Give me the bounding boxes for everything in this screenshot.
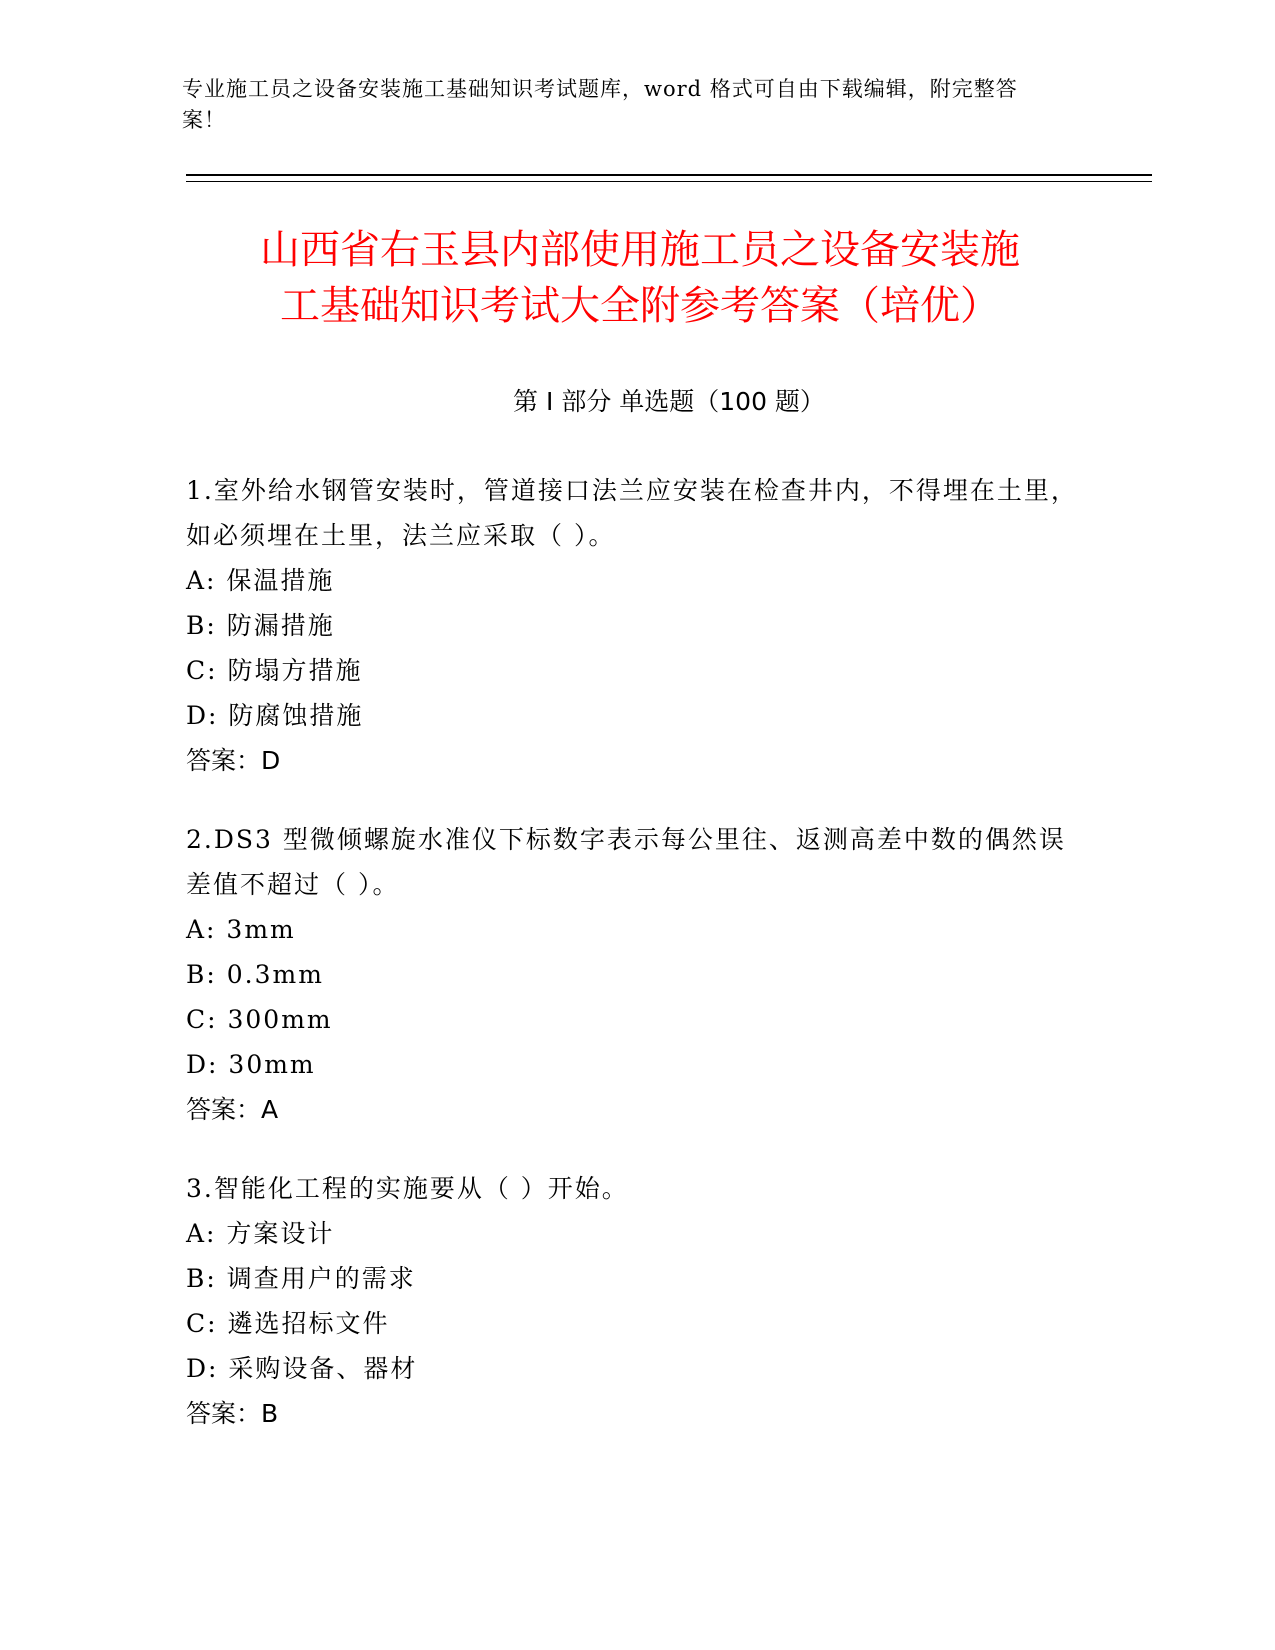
question-option-d: D: 防腐蚀措施 [186, 701, 364, 730]
question-option-b: B: 防漏措施 [186, 611, 335, 640]
question-option-a: A: 方案设计 [186, 1219, 335, 1248]
question-stem: 3.智能化工程的实施要从（ ）开始。 [186, 1174, 629, 1203]
question-2 [186, 817, 1086, 1132]
document-title-line-1: 山西省右玉县内部使用施工员之设备安装施 [260, 227, 1020, 273]
question-1 [186, 468, 1086, 783]
question-option-b: B: 调查用户的需求 [186, 1264, 416, 1293]
header-divider-thin [186, 181, 1152, 182]
question-option-c: C: 300mm [186, 1005, 333, 1034]
question-3 [186, 1166, 1086, 1436]
document-title-line-2: 工基础知识考试大全附参考答案（培优） [280, 283, 1000, 329]
header-divider-thick [186, 174, 1152, 176]
section-title: 第 I 部分 单选题（100 题） [513, 387, 825, 416]
question-option-a: A: 保温措施 [186, 566, 335, 595]
question-option-c: C: 防塌方措施 [186, 656, 363, 685]
header-note: 专业施工员之设备安装施工基础知识考试题库，word 格式可自由下载编辑，附完整答案！ [182, 77, 1018, 132]
question-option-b: B: 0.3mm [186, 960, 324, 989]
question-option-c: C: 遴选招标文件 [186, 1309, 390, 1338]
question-answer: 答案：B [186, 1399, 279, 1428]
question-list [186, 468, 1086, 1470]
question-option-a: A: 3mm [186, 915, 296, 944]
question-answer: 答案：A [186, 1095, 279, 1124]
question-option-d: D: 30mm [186, 1050, 316, 1079]
question-stem: 2.DS3 型微倾螺旋水准仪下标数字表示每公里往、返测高差中数的偶然误差值不超过（ ）。 [186, 825, 1066, 899]
question-option-d: D: 采购设备、器材 [186, 1354, 418, 1383]
document-title [190, 222, 1090, 334]
question-stem: 1.室外给水钢管安装时，管道接口法兰应安装在检查井内，不得埋在土里，如必须埋在土里，法兰应采取（ ）。 [186, 476, 1078, 550]
question-answer: 答案：D [186, 746, 281, 775]
